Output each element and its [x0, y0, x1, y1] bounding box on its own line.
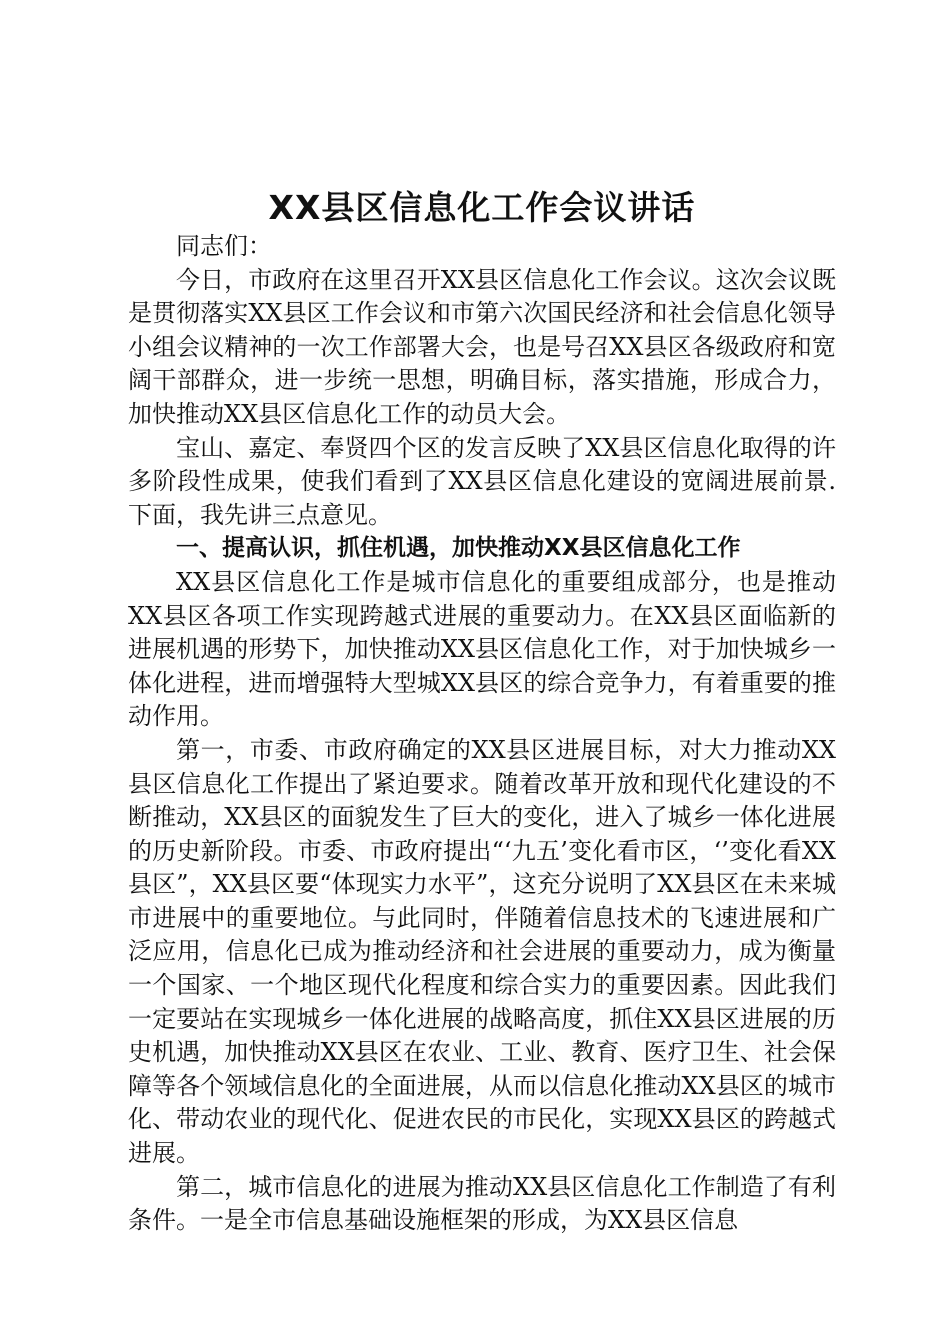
document-title: XX县区信息化工作会议讲话 — [268, 188, 696, 227]
paragraph-intro: 今日，市政府在这里召开XX县区信息化工作会议。这次会议既是贯彻落实XX县区工作会议和市第六次国民经济和社会信息化领导小组会议精神的一次工作部署大会，也是号召XX县区各级政府和宽阔干部群众，进一步统一思想，明确目标，落实措施，形成合力，加快推动XX县区信息化工作的动员大会。 — [128, 265, 836, 428]
paragraph-second-point: 第二，城市信息化的进展为推动XX县区信息化工作制造了有利条件。一是全市信息基础设施框架的形成，为XX县区信息 — [128, 1172, 836, 1235]
paragraph-results: 宝山、嘉定、奉贤四个区的发言反映了XX县区信息化取得的许多阶段性成果，使我们看到了XX县区信息化建设的宽阔进展前景.下面，我先讲三点意见。 — [128, 433, 836, 529]
document-page — [128, 186, 836, 1238]
section-heading: 一、提高认识，抓住机遇，加快推动XX县区信息化工作 — [176, 535, 741, 562]
paragraph-first-point: 第一，市委、市政府确定的XX县区进展目标，对大力推动XX县区信息化工作提出了紧迫要求。随着改革开放和现代化建设的不断推动，XX县区的面貌发生了巨大的变化，进入了城乡一体化进展的历史新阶段。市委、市政府提出“‘九五’变化看市区，‘’变化看XX县区”，XX县区要“体现实力水平”，这充分说明了XX县区在未来城市进展中的重要地位。与此同时，伴随着信息技术的飞速进展和广泛应用，信息化已成为推动经济和社会进展的重要动力，成为衡量一个国家、一个地区现代化程度和综合实力的重要因素。因此我们一定要站在实现城乡一体化进展的战略高度，抓住XX县区进展的历史机遇，加快推动XX县区在农业、工业、教育、医疗卫生、社会保障等各个领域信息化的全面进展，从而以信息化推动XX县区的城市化、带动农业的现代化、促进农民的市民化，实现XX县区的跨越式进展。 — [128, 735, 836, 1168]
paragraph-section-intro: XX县区信息化工作是城市信息化的重要组成部分，也是推动XX县区各项工作实现跨越式进展的重要动力。在XX县区面临新的进展机遇的形势下，加快推动XX县区信息化工作，对于加快城乡一体化进程，进而增强特大型城XX县区的综合竞争力，有着重要的推动作用。 — [128, 567, 836, 731]
salutation: 同志们： — [176, 232, 272, 260]
